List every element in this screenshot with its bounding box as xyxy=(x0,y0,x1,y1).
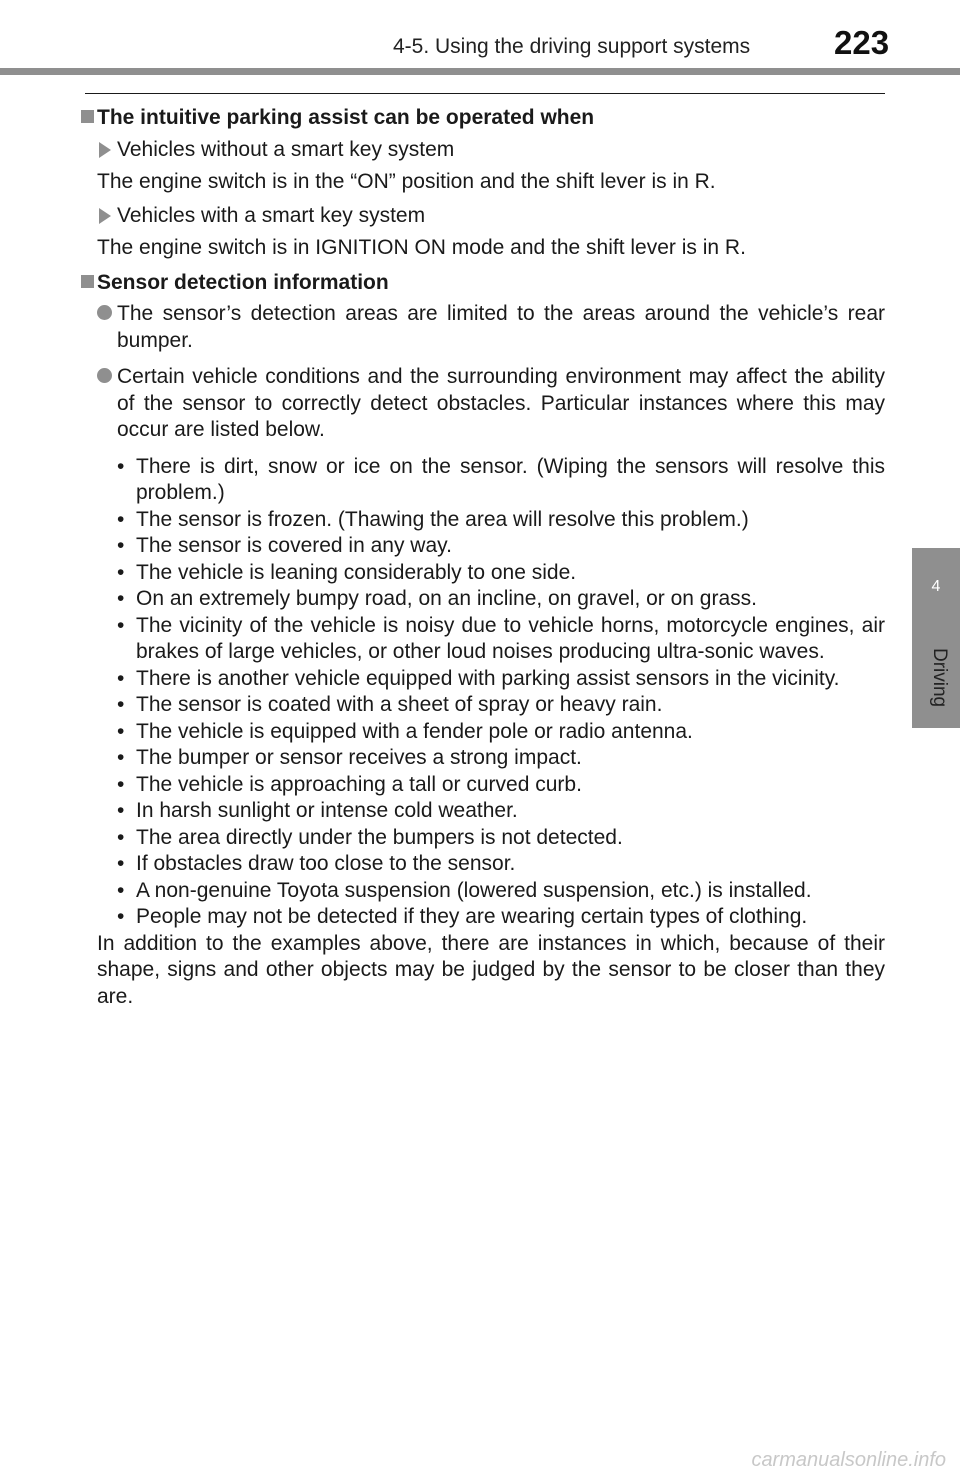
bullet-text: Certain vehicle conditions and the surrounding environment may affect the ability of the sensor to correctly detect obstacles. Particular instances where this may occur are listed below. xyxy=(117,365,885,441)
sub-item xyxy=(97,137,885,164)
list-item: • In harsh sunlight or intense cold weather. xyxy=(117,799,518,822)
chapter-tab-label: Driving xyxy=(929,648,950,708)
list-item: • The sensor is covered in any way. xyxy=(117,534,452,557)
list-item: • If obstacles draw too close to the sensor. xyxy=(117,852,516,875)
chapter-tab-number: 4 xyxy=(931,578,941,595)
triangle-marker-icon xyxy=(99,208,111,224)
list-item: • The area directly under the bumpers is not detected. xyxy=(117,825,623,849)
bullet-item xyxy=(97,301,885,354)
list-item: • The vicinity of the vehicle is noisy due to vehicle horns, motorcycle engines, air brakes of large vehicles, or other loud noises producing ultra-sonic waves. xyxy=(117,613,885,663)
closing-paragraph: In addition to the examples above, there are instances in which, because of their shape, signs and other objects may be judged by the sensor to be closer than they are. xyxy=(97,931,885,1008)
list-item-text: The vehicle is approaching a tall or curved curb. xyxy=(136,772,582,796)
list-item-text: People may not be detected if they are wearing certain types of clothing. xyxy=(136,905,808,928)
list-item: • People may not be detected if they are wearing certain types of clothing. xyxy=(117,905,808,928)
paragraph: The engine switch is in IGNITION ON mode and the shift lever is in R. xyxy=(97,236,746,259)
section-heading-text: The intuitive parking assist can be operated when xyxy=(97,106,595,129)
list-item-text: The vehicle is equipped with a fender pole or radio antenna. xyxy=(136,719,693,743)
header-bar xyxy=(0,68,960,75)
list-item-text: The bumper or sensor receives a strong impact. xyxy=(136,746,582,769)
list-item: • The vehicle is leaning considerably to one side. xyxy=(117,560,577,584)
list-item: • The bumper or sensor receives a strong impact. xyxy=(117,746,582,769)
sub-item-label: Vehicles with a smart key system xyxy=(117,203,426,227)
triangle-marker-icon xyxy=(99,142,111,158)
list-item: • A non-genuine Toyota suspension (lowered suspension, etc.) is installed. xyxy=(117,878,812,902)
watermark: carmanualsonline.info xyxy=(751,1449,946,1471)
square-bullet-icon xyxy=(81,275,94,288)
top-rule xyxy=(85,93,885,94)
list-item-text: The sensor is coated with a sheet of spray or heavy rain. xyxy=(136,693,663,716)
header-section-title: 4-5. Using the driving support systems xyxy=(393,35,751,58)
condition-list xyxy=(117,454,885,931)
list-item: • The sensor is frozen. (Thawing the area will resolve this problem.) xyxy=(117,507,749,531)
circle-bullet-icon xyxy=(97,368,112,383)
list-item-text: There is another vehicle equipped with parking assist sensors in the vicinity. xyxy=(136,666,840,690)
list-item-text: On an extremely bumpy road, on an incline, on gravel, or on grass. xyxy=(136,587,757,610)
list-item-text: If obstacles draw too close to the sensor. xyxy=(136,852,516,875)
list-item: • The vehicle is approaching a tall or curved curb. xyxy=(117,772,582,796)
list-item: • The vehicle is equipped with a fender pole or radio antenna. xyxy=(117,719,693,743)
section-heading xyxy=(97,105,885,132)
square-bullet-icon xyxy=(81,110,94,123)
bullet-item xyxy=(97,364,885,444)
section-heading xyxy=(97,270,885,297)
list-item: • There is dirt, snow or ice on the sensor. (Wiping the sensors will resolve this problem.) xyxy=(117,454,885,504)
list-item-text: The sensor is frozen. (Thawing the area will resolve this problem.) xyxy=(136,507,749,531)
list-item-text: A non-genuine Toyota suspension (lowered suspension, etc.) is installed. xyxy=(136,878,812,902)
list-item-text: There is dirt, snow or ice on the sensor. (Wiping the sensors will resolve this problem.) xyxy=(136,454,885,504)
list-item-text: The vicinity of the vehicle is noisy due to vehicle horns, motorcycle engines, air brakes of large vehicles, or other loud noises producing ultra-sonic waves. xyxy=(136,613,885,663)
section-heading-text: Sensor detection information xyxy=(97,270,389,294)
circle-bullet-icon xyxy=(97,305,112,320)
list-item: • On an extremely bumpy road, on an incline, on gravel, or on grass. xyxy=(117,587,757,610)
list-item-text: The area directly under the bumpers is not detected. xyxy=(136,825,623,849)
list-item: • There is another vehicle equipped with parking assist sensors in the vicinity. xyxy=(117,666,840,690)
list-item-text: The sensor is covered in any way. xyxy=(136,534,452,557)
sub-item-label: Vehicles without a smart key system xyxy=(117,137,455,161)
list-item-text: The vehicle is leaning considerably to one side. xyxy=(136,560,577,584)
page-content xyxy=(97,105,885,1031)
list-item: • The sensor is coated with a sheet of spray or heavy rain. xyxy=(117,693,663,716)
page-number: 223 xyxy=(834,24,890,61)
paragraph: The engine switch is in the “ON” position and the shift lever is in R. xyxy=(97,170,716,193)
bullet-text: The sensor’s detection areas are limited to the areas around the vehicle’s rear bumper. xyxy=(117,302,885,352)
sub-item xyxy=(97,203,885,230)
list-item-text: In harsh sunlight or intense cold weather. xyxy=(136,799,518,822)
